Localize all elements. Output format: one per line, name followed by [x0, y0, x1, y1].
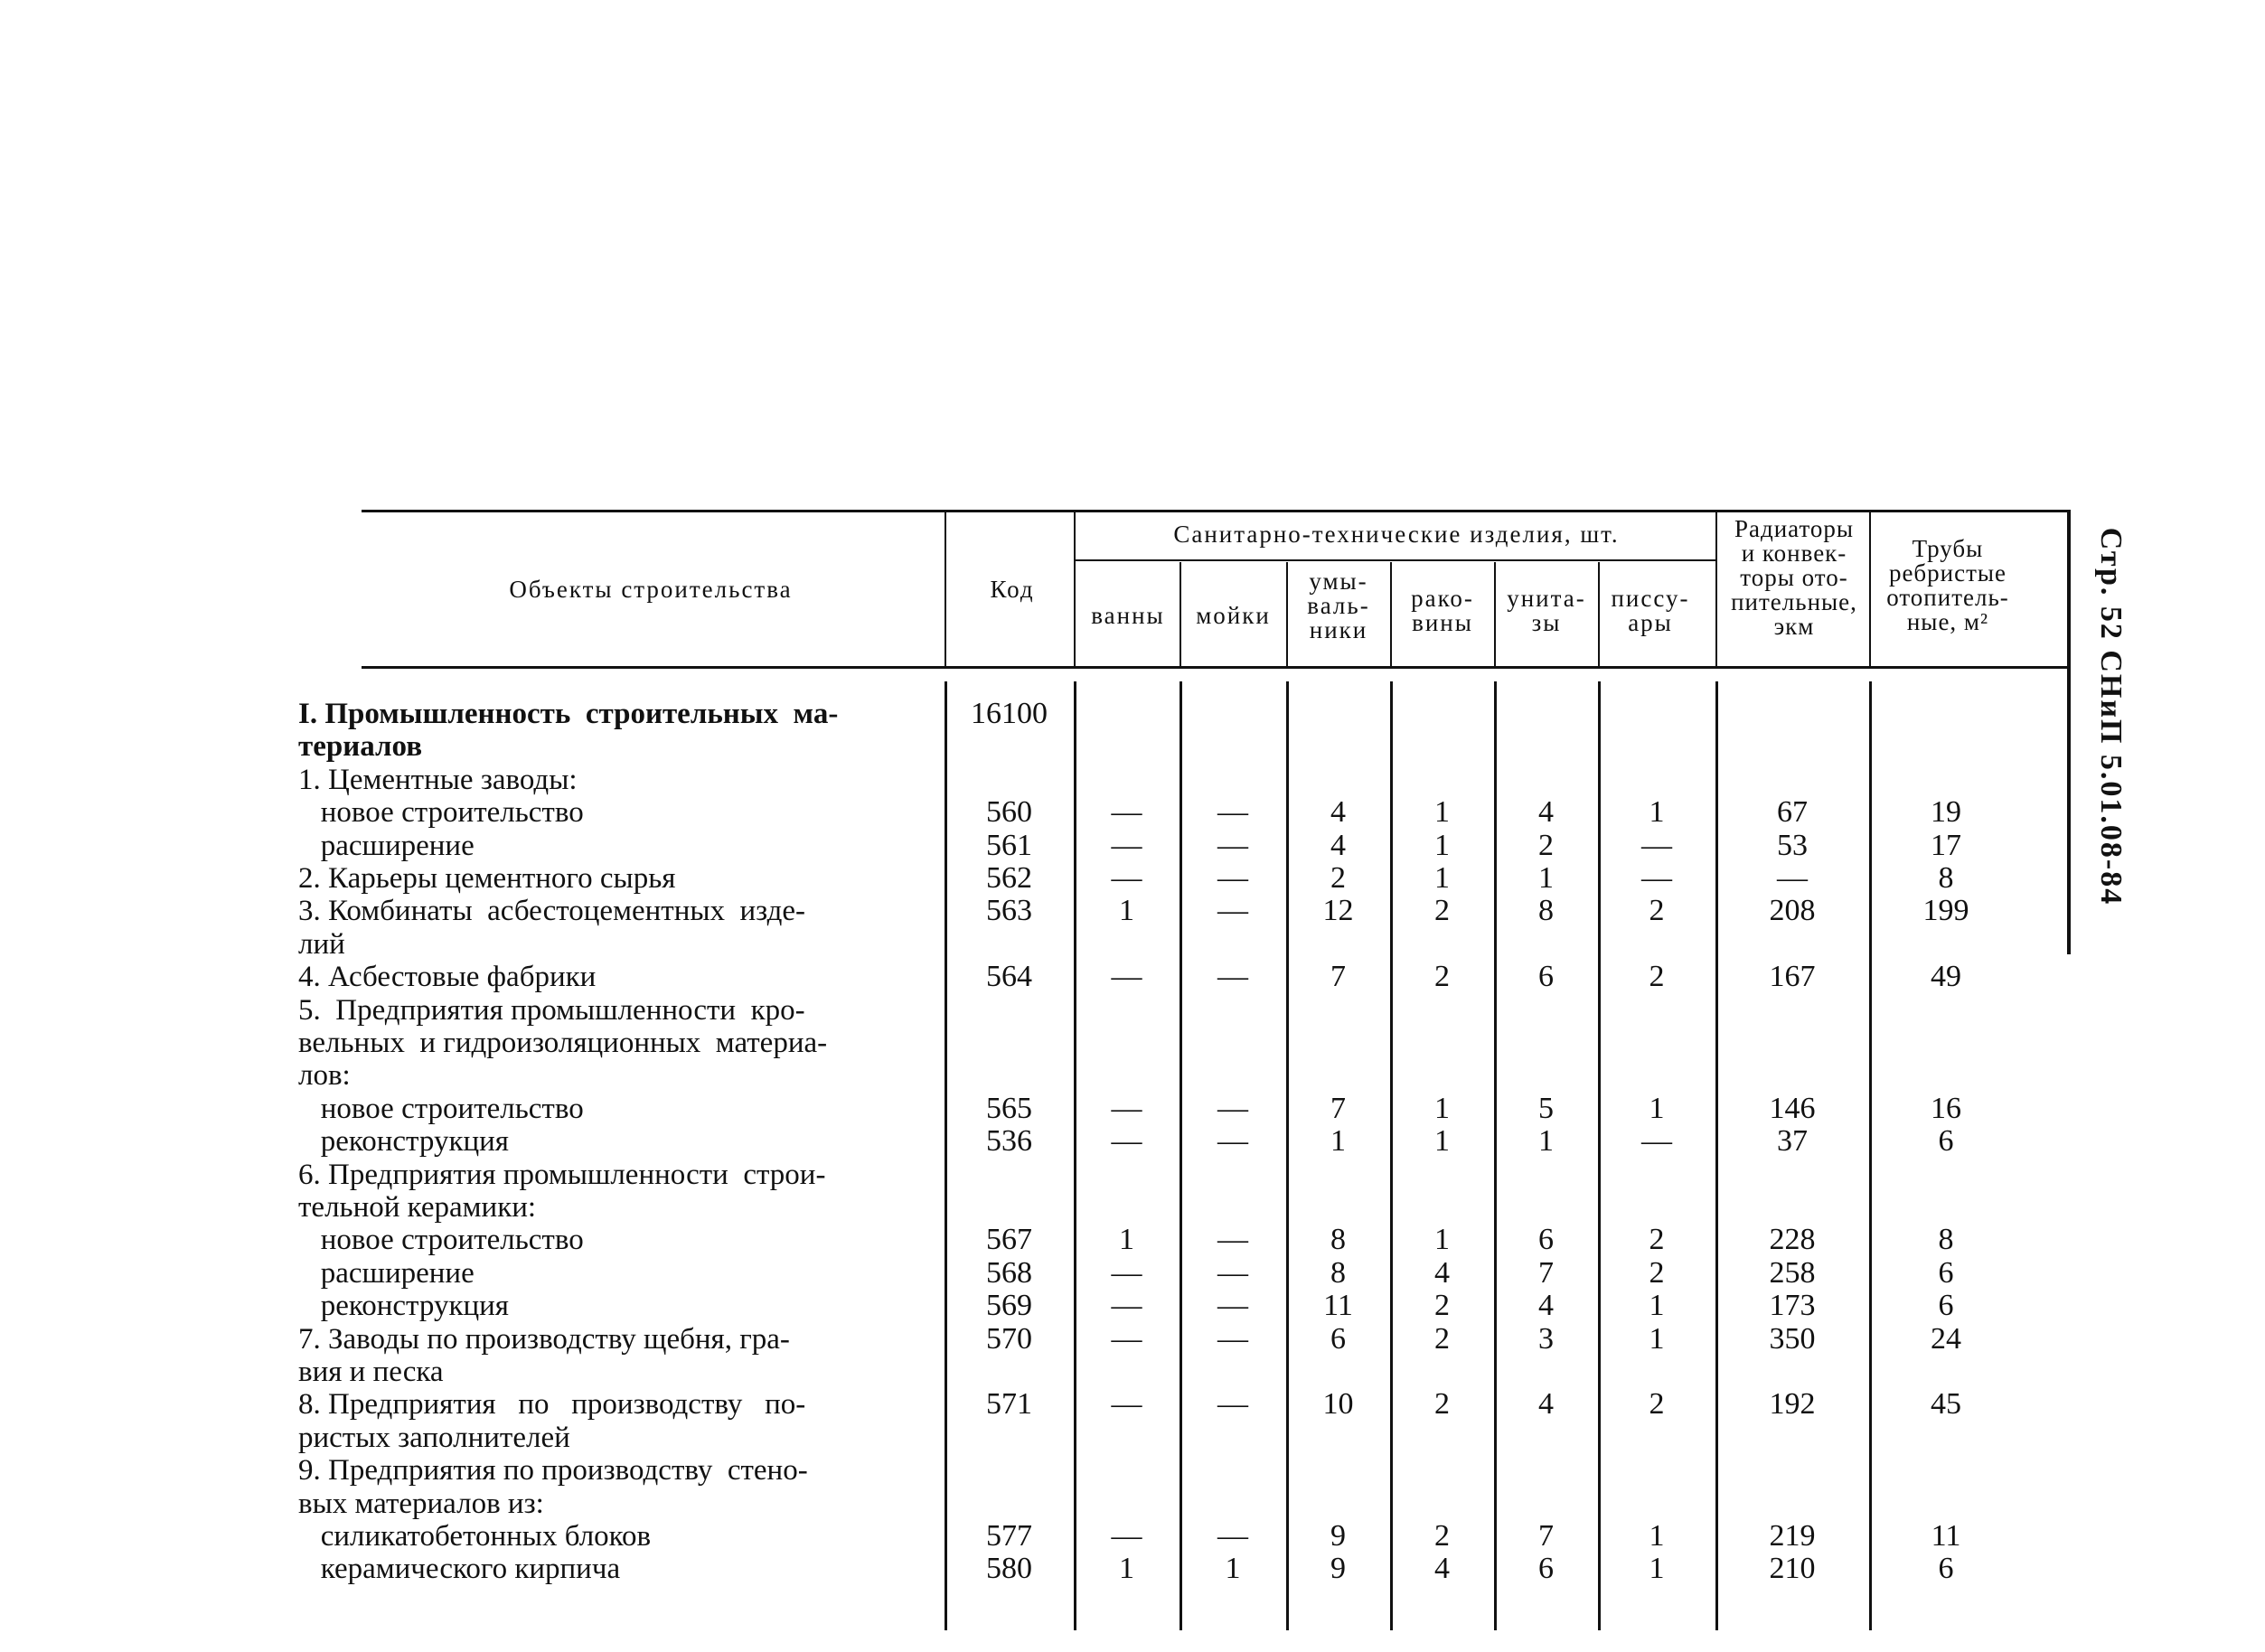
table-cell-sinks: — — [1217, 1321, 1248, 1356]
table-cell-washbasins: 11 — [1323, 1289, 1353, 1323]
table-cell-radiators: 258 — [1769, 1255, 1816, 1290]
table-cell-radiators: 210 — [1769, 1552, 1816, 1586]
table-cell-radiators: 53 — [1777, 828, 1808, 862]
table-cell-radiators: 173 — [1769, 1289, 1816, 1323]
table-cell-code: 564 — [986, 960, 1032, 994]
table-cell-washbasins: 12 — [1322, 894, 1354, 928]
table-cell-basins: 1 — [1434, 861, 1450, 895]
table-cell-toilets: 4 — [1538, 1289, 1554, 1323]
header-column-separator — [945, 510, 946, 666]
table-cell-toilets: 6 — [1538, 1552, 1554, 1586]
header-code: Код — [990, 576, 1035, 603]
table-cell-pipes: 45 — [1931, 1387, 1961, 1422]
header-sinks: мойки — [1196, 602, 1271, 629]
table-cell-sinks: — — [1217, 795, 1248, 830]
table-cell-code: 565 — [986, 1091, 1032, 1125]
table-cell-baths: 1 — [1119, 1552, 1134, 1586]
table-cell-sinks: — — [1217, 861, 1248, 895]
table-cell-baths: — — [1111, 828, 1142, 862]
table-cell-pipes: 11 — [1931, 1519, 1961, 1553]
table-cell-urinals: 2 — [1649, 1255, 1665, 1290]
row-label: 7. Заводы по производству щебня, гра- — [298, 1322, 790, 1356]
table-cell-urinals: 1 — [1649, 1519, 1665, 1553]
table-cell-washbasins: 10 — [1322, 1387, 1354, 1422]
table-cell-urinals: 2 — [1649, 960, 1665, 994]
header-radiators: Радиаторы и конвек- торы ото- пительные, экм — [1731, 515, 1857, 640]
row-label: 5. Предприятия промышленности кро- — [298, 993, 805, 1027]
table-cell-baths: — — [1111, 1091, 1142, 1125]
header-basins: рако- вины — [1411, 585, 1474, 636]
table-cell-sinks: 1 — [1225, 1552, 1241, 1586]
row-label: 2. Карьеры цементного сырья — [298, 862, 676, 895]
table-cell-urinals: — — [1641, 828, 1672, 862]
table-cell-basins: 1 — [1434, 1223, 1450, 1257]
table-cell-code: 580 — [986, 1552, 1032, 1586]
table-cell-urinals: — — [1641, 1124, 1672, 1159]
table-cell-pipes: 17 — [1931, 828, 1961, 862]
header-toilets: унита- зы — [1507, 585, 1586, 636]
top-rule — [362, 510, 2070, 512]
table-cell-baths: — — [1111, 1124, 1142, 1159]
table-cell-washbasins: 9 — [1330, 1519, 1346, 1553]
row-label: реконструкция — [298, 1290, 509, 1323]
table-cell-pipes: 199 — [1922, 894, 1969, 928]
header-baths: ванны — [1091, 602, 1165, 629]
table-cell-basins: 1 — [1434, 1124, 1450, 1159]
table-cell-urinals: 1 — [1649, 1289, 1665, 1323]
row-label: керамического кирпича — [298, 1553, 621, 1586]
table-cell-baths: — — [1111, 1387, 1142, 1422]
table-cell-urinals: 1 — [1649, 1321, 1665, 1356]
table-cell-radiators: 67 — [1777, 795, 1808, 830]
table-cell-washbasins: 7 — [1330, 960, 1346, 994]
table-cell-sinks: — — [1217, 894, 1248, 928]
table-cell-baths: — — [1111, 1255, 1142, 1290]
table-cell-baths: — — [1111, 795, 1142, 830]
table-cell-washbasins: 7 — [1330, 1091, 1346, 1125]
table-cell-pipes: 24 — [1931, 1321, 1961, 1356]
row-label: новое строительство — [298, 1224, 584, 1257]
table-cell-radiators: 167 — [1769, 960, 1816, 994]
header-washbasins: умы- валь- ники — [1307, 568, 1370, 643]
table-cell-code: 570 — [986, 1321, 1032, 1356]
table-cell-pipes: 6 — [1938, 1552, 1954, 1586]
table-cell-pipes: 8 — [1938, 861, 1954, 895]
table-cell-radiators: 219 — [1769, 1519, 1816, 1553]
table-cell-baths: 1 — [1119, 894, 1134, 928]
table-cell-code: 560 — [986, 795, 1032, 830]
table-cell-urinals: 1 — [1649, 795, 1665, 830]
header-bottom-rule — [362, 666, 2070, 669]
table-cell-toilets: 4 — [1538, 1387, 1554, 1422]
table-cell-basins: 4 — [1434, 1552, 1450, 1586]
table-cell-sinks: — — [1217, 1519, 1248, 1553]
row-label: вия и песка — [298, 1356, 444, 1388]
table-cell-code: 561 — [986, 828, 1032, 862]
table-cell-washbasins: 6 — [1330, 1321, 1346, 1356]
row-label: лий — [298, 927, 345, 961]
table-cell-toilets: 7 — [1538, 1519, 1554, 1553]
header-sanitary-group: Санитарно-технические изделия, шт. — [1173, 521, 1620, 548]
table-cell-toilets: 5 — [1538, 1091, 1554, 1125]
table-cell-toilets: 8 — [1538, 894, 1554, 928]
table-cell-basins: 2 — [1434, 1387, 1450, 1422]
table-cell-washbasins: 4 — [1330, 828, 1346, 862]
table-cell-code: 577 — [986, 1519, 1032, 1553]
table-cell-sinks: — — [1217, 1255, 1248, 1290]
table-cell-code: 536 — [986, 1124, 1032, 1159]
table-cell-toilets: 6 — [1538, 960, 1554, 994]
row-label: I. Промышленность строительных ма- — [298, 698, 839, 730]
table-cell-code: 562 — [986, 861, 1032, 895]
table-cell-code: 571 — [986, 1387, 1032, 1422]
table-cell-toilets: 4 — [1538, 795, 1554, 830]
table-cell-baths: — — [1111, 1289, 1142, 1323]
side-header-text: Стр. 52 СНиП 5.01.08-84 — [2094, 527, 2128, 906]
table-cell-baths: 1 — [1119, 1223, 1134, 1257]
page-running-header — [2088, 510, 2128, 934]
header-objects: Объекты строительства — [509, 576, 793, 603]
table-cell-radiators: — — [1777, 861, 1808, 895]
table-cell-pipes: 6 — [1938, 1255, 1954, 1290]
table-cell-pipes: 19 — [1931, 795, 1961, 830]
table-cell-code: 563 — [986, 894, 1032, 928]
table-cell-baths: — — [1111, 960, 1142, 994]
table-cell-pipes: 16 — [1931, 1091, 1961, 1125]
header-pipes: Трубы ребристые отопитель- ные, м² — [1886, 535, 2009, 635]
table-cell-basins: 2 — [1434, 1519, 1450, 1553]
table-cell-code: 568 — [986, 1255, 1032, 1290]
row-label: вых материалов из: — [298, 1487, 544, 1520]
right-border — [2067, 510, 2071, 954]
table-cell-washbasins: 8 — [1330, 1255, 1346, 1290]
table-cell-basins: 2 — [1434, 1289, 1450, 1323]
table-cell-baths: — — [1111, 1321, 1142, 1356]
row-label: 4. Асбестовые фабрики — [298, 961, 597, 994]
table-cell-toilets: 6 — [1538, 1223, 1554, 1257]
header-urinals: писсу- ары — [1611, 585, 1690, 636]
table-cell-pipes: 6 — [1938, 1124, 1954, 1159]
table-cell-code: 16100 — [971, 697, 1048, 730]
row-label: ристых заполнителей — [298, 1421, 570, 1454]
table-cell-radiators: 192 — [1769, 1387, 1816, 1422]
table-cell-sinks: — — [1217, 1289, 1248, 1323]
table-cell-basins: 2 — [1434, 960, 1450, 994]
table-cell-sinks: — — [1217, 1124, 1248, 1159]
table-cell-baths: — — [1111, 861, 1142, 895]
table-cell-urinals: 2 — [1649, 894, 1665, 928]
table-cell-toilets: 3 — [1538, 1321, 1554, 1356]
table-cell-urinals: 1 — [1649, 1552, 1665, 1586]
table-cell-code: 569 — [986, 1289, 1032, 1323]
row-label: териалов — [298, 730, 423, 764]
table-cell-pipes: 6 — [1938, 1289, 1954, 1323]
row-label: вельных и гидроизоляционных материа- — [298, 1027, 828, 1059]
table-cell-toilets: 2 — [1538, 828, 1554, 862]
row-label: тельной керамики: — [298, 1191, 537, 1224]
row-label: лов: — [298, 1059, 351, 1093]
row-label: расширение — [298, 1256, 475, 1290]
table-cell-sinks: — — [1217, 1091, 1248, 1125]
row-label: 6. Предприятия промышленности строи- — [298, 1158, 826, 1191]
table-cell-basins: 2 — [1434, 894, 1450, 928]
table-cell-sinks: — — [1217, 828, 1248, 862]
table-cell-urinals: 1 — [1649, 1091, 1665, 1125]
table-cell-washbasins: 8 — [1330, 1223, 1346, 1257]
table-cell-sinks: — — [1217, 960, 1248, 994]
table-cell-urinals: — — [1641, 861, 1672, 895]
table-cell-sinks: — — [1217, 1223, 1248, 1257]
table-cell-washbasins: 1 — [1330, 1124, 1346, 1159]
table-cell-sinks: — — [1217, 1387, 1248, 1422]
table-cell-basins: 4 — [1434, 1255, 1450, 1290]
row-label: 8. Предприятия по производству по- — [298, 1388, 806, 1422]
table-cell-basins: 1 — [1434, 1091, 1450, 1125]
table-cell-basins: 1 — [1434, 795, 1450, 830]
table-cell-toilets: 1 — [1538, 1124, 1554, 1159]
table-cell-radiators: 208 — [1769, 894, 1816, 928]
table-cell-toilets: 1 — [1538, 861, 1554, 895]
table-cell-washbasins: 9 — [1330, 1552, 1346, 1586]
row-label: силикатобетонных блоков — [298, 1520, 652, 1553]
table-cell-radiators: 146 — [1769, 1091, 1816, 1125]
table-cell-baths: — — [1111, 1519, 1142, 1553]
table-cell-basins: 2 — [1434, 1321, 1450, 1356]
row-label: 1. Цементные заводы: — [298, 763, 578, 796]
table-cell-basins: 1 — [1434, 828, 1450, 862]
table-cell-pipes: 8 — [1938, 1223, 1954, 1257]
table-cell-radiators: 350 — [1769, 1321, 1816, 1356]
table-cell-pipes: 49 — [1931, 960, 1961, 994]
table-cell-radiators: 228 — [1769, 1223, 1816, 1257]
data-table — [298, 510, 2070, 1639]
table-cell-washbasins: 2 — [1330, 861, 1346, 895]
row-label: 3. Комбинаты асбестоцементных изде- — [298, 895, 806, 928]
table-cell-code: 567 — [986, 1223, 1032, 1257]
row-label: реконструкция — [298, 1125, 509, 1159]
row-label: 9. Предприятия по производству стено- — [298, 1454, 808, 1488]
table-cell-toilets: 7 — [1538, 1255, 1554, 1290]
table-cell-urinals: 2 — [1649, 1223, 1665, 1257]
row-label: новое строительство — [298, 796, 584, 830]
row-label: новое строительство — [298, 1092, 584, 1125]
group-rule — [1076, 559, 1717, 561]
row-label: расширение — [298, 829, 475, 862]
table-cell-urinals: 2 — [1649, 1387, 1665, 1422]
table-cell-radiators: 37 — [1777, 1124, 1808, 1159]
table-cell-washbasins: 4 — [1330, 795, 1346, 830]
